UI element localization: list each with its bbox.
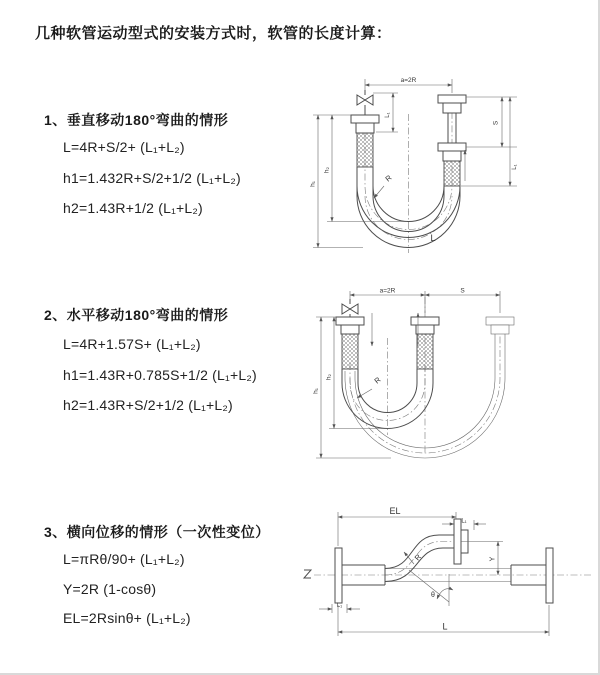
dimension-lines: [313, 288, 501, 459]
braided-hose-section: [444, 161, 460, 186]
formula: h2=1.43R+1/2 (L₁+L₂): [63, 200, 203, 216]
dim-label-h1: h₁: [312, 388, 320, 394]
formula: L=4R+1.57S+ (L₁+L₂): [63, 336, 201, 352]
braided-hose-section: [357, 133, 373, 167]
section-3-heading: 3、横向位移的情形（一次性变位）: [44, 524, 270, 540]
page-title: 几种软管运动型式的安装方式时，软管的长度计算：: [35, 25, 392, 42]
pipe-left: [351, 90, 379, 167]
dimension-lines: [310, 77, 519, 248]
dim-label-a2r: a=2R: [379, 287, 396, 295]
section-2-heading: 2、水平移动180°弯曲的情形: [44, 307, 229, 323]
construction-lines: [409, 570, 453, 606]
dim-label-l1-bottom: L₁: [336, 603, 343, 609]
pipe-left: [335, 548, 385, 603]
braided-hose-section: [417, 334, 433, 369]
valve-icon: [342, 304, 358, 314]
dim-label-s: S: [492, 120, 500, 126]
braided-hose-section: [342, 334, 358, 369]
radius-label: R: [372, 375, 383, 386]
angle-label: θ: [431, 592, 435, 599]
length-label: L: [430, 233, 436, 243]
dim-label-y: Y: [489, 556, 497, 562]
dim-label-h2: h₂: [323, 166, 331, 174]
radius-label: R: [412, 552, 424, 563]
diagram-vertical-180-bend: [303, 66, 538, 263]
pipe-middle: [411, 317, 439, 369]
formula: h2=1.43R+S/2+1/2 (L₁+L₂): [63, 397, 233, 413]
formula: EL=2Rsinθ+ (L₁+L₂): [63, 610, 191, 626]
centerline-break-mark: [304, 570, 311, 578]
formula: h1=1.432R+S/2+1/2 (L₁+L₂): [63, 170, 241, 186]
dim-label-h2: h₂: [325, 373, 333, 381]
dimension-lines: [319, 506, 549, 636]
formula: L=πRθ/90+ (L₁+L₂): [63, 551, 185, 567]
dim-label-h1: h₁: [309, 181, 317, 187]
dim-label-l1-top: L₁: [461, 518, 467, 525]
radius-label: R: [383, 173, 394, 184]
dim-label-el: EL: [389, 506, 401, 516]
formula: L=4R+S/2+ (L₁+L₂): [63, 139, 185, 155]
formula: Y=2R (1-cosθ): [63, 581, 157, 597]
dim-label-l1: L₁: [512, 164, 518, 170]
pipe-left: [336, 299, 364, 369]
pipe-right-original: [511, 548, 553, 603]
dim-label-s: S: [460, 287, 465, 295]
dim-label-l: L: [442, 621, 448, 632]
formula: h1=1.43R+0.785S+1/2 (L₁+L₂): [63, 367, 257, 383]
section-1-heading: 1、垂直移动180°弯曲的情形: [44, 112, 229, 128]
diagram-horizontal-180-bend: [306, 283, 598, 461]
dim-label-a2r: a=2R: [400, 77, 417, 84]
valve-icon: [357, 95, 373, 105]
diagram-lateral-displacement: [297, 502, 599, 652]
dim-label-l1: L₁: [385, 112, 391, 118]
